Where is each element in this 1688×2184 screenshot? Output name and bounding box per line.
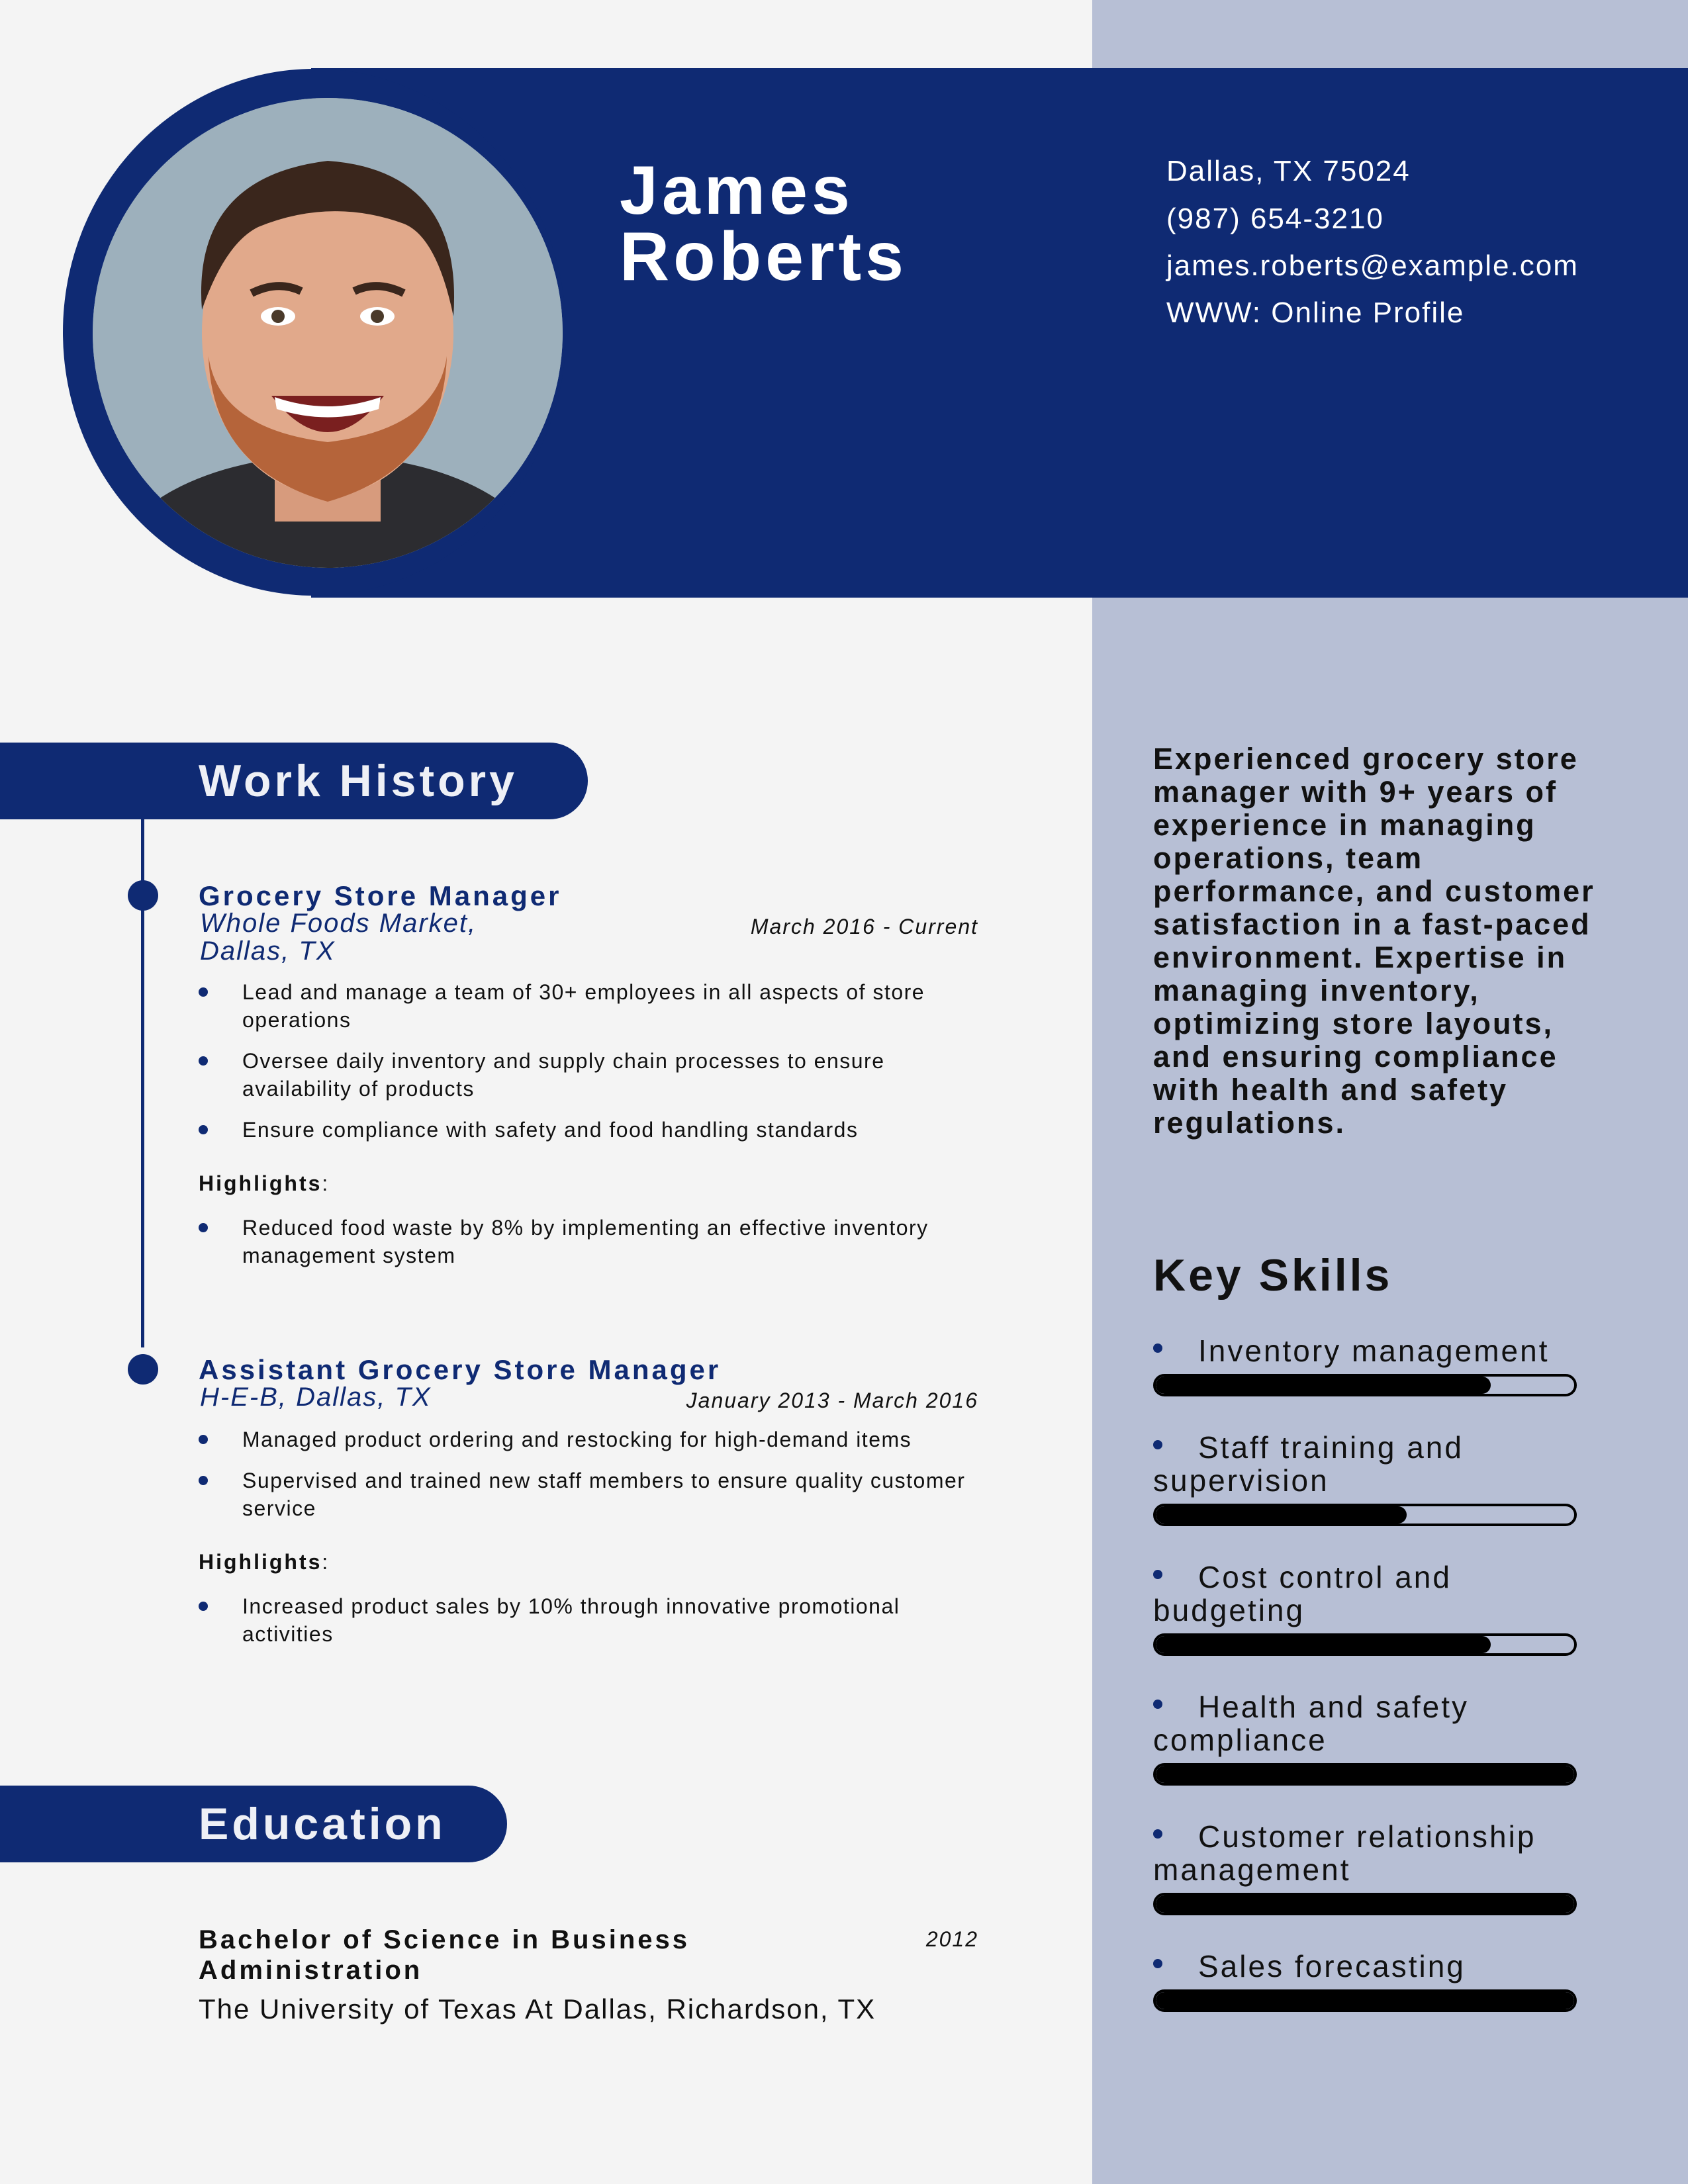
list-item: Lead and manage a team of 30+ employees in all aspects of store operations bbox=[199, 978, 993, 1034]
skill-item bbox=[1153, 1950, 1577, 2012]
skill-bar-fill bbox=[1156, 1506, 1407, 1524]
first-name: James bbox=[620, 152, 854, 229]
skill-bar bbox=[1153, 1374, 1577, 1396]
education-school: The University of Texas At Dallas, Richardson, TX bbox=[199, 1993, 876, 2025]
job-highlights bbox=[199, 1592, 993, 1661]
job-duties bbox=[199, 978, 993, 1157]
skill-label: Customer relationship management bbox=[1153, 1820, 1577, 1886]
contact-location: Dallas, TX 75024 bbox=[1166, 155, 1411, 187]
candidate-name bbox=[620, 152, 908, 295]
skill-bar-fill bbox=[1156, 1992, 1574, 2009]
list-item: Reduced food waste by 8% by implementing an effective inventory management system bbox=[199, 1214, 993, 1269]
professional-summary: Experienced grocery store manager with 9+ years of experience in managing operations, team performance, and customer satisfaction in a fast-paced environment. Expertise in managing inventory, optimizing store layouts, and ensuring compliance with health and safety regulations. bbox=[1153, 742, 1595, 1140]
highlights-label-text: Highlights bbox=[199, 1171, 322, 1195]
timeline-dot bbox=[128, 880, 158, 911]
contact-phone: (987) 654-3210 bbox=[1166, 203, 1384, 235]
work-history-heading: Work History bbox=[0, 743, 588, 819]
contact-info bbox=[1166, 156, 1590, 345]
skill-bar-fill bbox=[1156, 1636, 1491, 1653]
job-employer: H-E-B, Dallas, TX bbox=[200, 1383, 432, 1412]
skill-label: Cost control and budgeting bbox=[1153, 1561, 1577, 1627]
education-heading: Education bbox=[0, 1786, 507, 1862]
job-title: Assistant Grocery Store Manager bbox=[199, 1354, 722, 1385]
profile-photo bbox=[93, 98, 563, 568]
skill-label: Staff training and supervision bbox=[1153, 1431, 1577, 1497]
education-degree: Bachelor of Science in Business Administration bbox=[199, 1925, 690, 1985]
list-item: Increased product sales by 10% through innovative promotional activities bbox=[199, 1592, 993, 1648]
list-item: Supervised and trained new staff members to ensure quality customer service bbox=[199, 1467, 993, 1522]
highlights-label: Highlights: bbox=[199, 1550, 330, 1574]
job-duties bbox=[199, 1426, 993, 1535]
job-dates: March 2016 - Current bbox=[750, 915, 978, 938]
timeline-dot bbox=[128, 1354, 158, 1385]
skill-item bbox=[1153, 1431, 1577, 1526]
skill-bar bbox=[1153, 1989, 1577, 2012]
contact-website[interactable]: WWW: Online Profile bbox=[1166, 296, 1465, 329]
skill-bar bbox=[1153, 1893, 1577, 1915]
job-employer: Whole Foods Market, Dallas, TX bbox=[200, 909, 477, 966]
skill-label: Sales forecasting bbox=[1153, 1950, 1577, 1983]
skill-bar-fill bbox=[1156, 1766, 1574, 1783]
last-name: Roberts bbox=[620, 218, 908, 295]
highlights-label-text: Highlights bbox=[199, 1550, 322, 1574]
skill-bar bbox=[1153, 1504, 1577, 1526]
skill-bar-fill bbox=[1156, 1377, 1491, 1394]
education-year: 2012 bbox=[925, 1927, 978, 1951]
key-skills-heading: Key Skills bbox=[1153, 1250, 1393, 1300]
job-dates: January 2013 - March 2016 bbox=[686, 1388, 978, 1412]
skill-bar bbox=[1153, 1763, 1577, 1786]
list-item: Managed product ordering and restocking for high-demand items bbox=[199, 1426, 993, 1453]
skill-bar-fill bbox=[1156, 1895, 1574, 1913]
highlights-label: Highlights: bbox=[199, 1171, 330, 1195]
skill-item bbox=[1153, 1561, 1577, 1656]
contact-email[interactable]: james.roberts@example.com bbox=[1166, 250, 1579, 282]
job-highlights bbox=[199, 1214, 993, 1283]
skill-bar bbox=[1153, 1633, 1577, 1656]
skill-item bbox=[1153, 1334, 1577, 1396]
skill-label: Inventory management bbox=[1153, 1334, 1577, 1367]
skill-item bbox=[1153, 1690, 1577, 1786]
skill-item bbox=[1153, 1820, 1577, 1915]
list-item: Oversee daily inventory and supply chain processes to ensure availability of products bbox=[199, 1047, 993, 1103]
job-title: Grocery Store Manager bbox=[199, 880, 562, 911]
list-item: Ensure compliance with safety and food handling standards bbox=[199, 1116, 993, 1144]
skill-label: Health and safety compliance bbox=[1153, 1690, 1577, 1756]
